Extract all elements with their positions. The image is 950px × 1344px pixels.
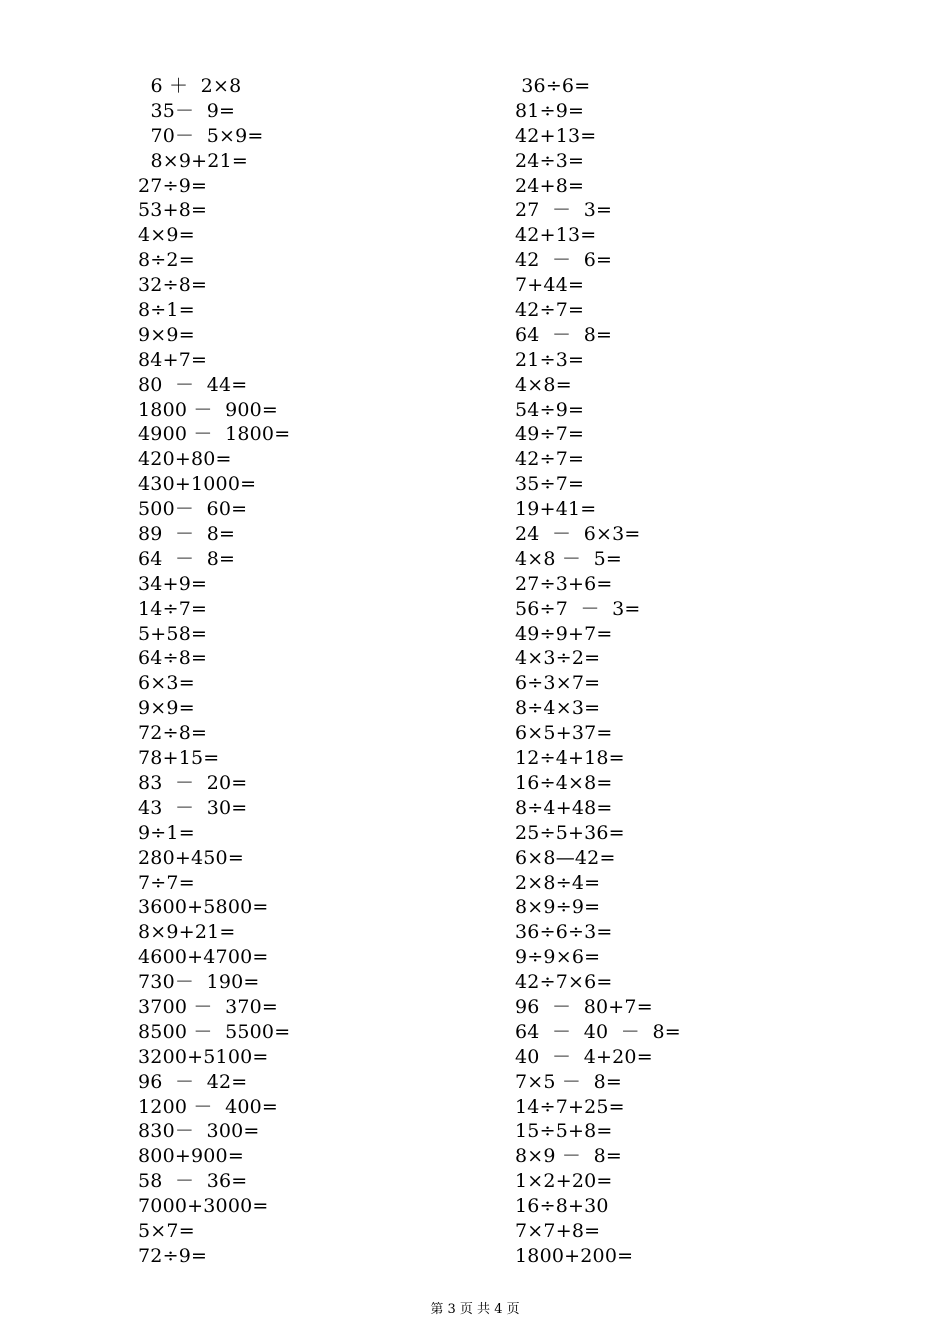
math-problem: 8÷1= [138, 299, 195, 322]
math-problem: 800+900= [138, 1145, 244, 1168]
math-problem: 19+41= [515, 498, 597, 521]
math-problem: 7+44= [515, 274, 585, 297]
math-problem: 280+450= [138, 846, 244, 869]
math-problem: 83 － 20= [138, 771, 248, 794]
left-problem-column [138, 74, 290, 1269]
math-problem: 6×8—42= [515, 846, 616, 869]
math-problem: 8×9÷9= [515, 896, 601, 919]
math-problem: 36÷6÷3= [515, 921, 613, 944]
math-problem: 6×5+37= [515, 722, 613, 745]
math-problem: 72÷9= [138, 1244, 208, 1267]
math-problem: 7000+3000= [138, 1195, 269, 1218]
math-problem: 81÷9= [515, 99, 585, 122]
math-problem: 8×9+21= [138, 149, 248, 172]
math-problem: 96 － 80+7= [515, 995, 653, 1018]
math-problem: 54÷9= [515, 398, 585, 421]
math-problem: 64÷8= [138, 647, 208, 670]
math-problem: 4600+4700= [138, 946, 269, 969]
math-problem: 1×2+20= [515, 1170, 613, 1193]
math-problem: 430+1000= [138, 473, 257, 496]
math-problem: 4×3÷2= [515, 647, 601, 670]
math-problem: 6÷3×7= [515, 672, 601, 695]
math-problem: 1800+200= [515, 1244, 634, 1267]
math-problem: 9÷9×6= [515, 946, 601, 969]
math-problem: 35－ 9= [138, 99, 236, 122]
math-problem: 14÷7= [138, 597, 208, 620]
page-footer: 第 3 页 共 4 页 [430, 1302, 520, 1317]
math-problem: 25÷5+36= [515, 821, 625, 844]
math-problem: 42+13= [515, 224, 597, 247]
math-problem: 3200+5100= [138, 1045, 269, 1068]
math-problem: 49÷9+7= [515, 622, 613, 645]
math-problem: 42÷7= [515, 448, 585, 471]
math-problem: 42+13= [515, 124, 597, 147]
math-problem: 80 － 44= [138, 373, 248, 396]
math-problem: 42÷7×6= [515, 971, 613, 994]
math-problem: 32÷8= [138, 274, 208, 297]
math-problem: 78+15= [138, 747, 220, 770]
math-problem: 1200 － 400= [138, 1095, 279, 1118]
math-problem: 56÷7 － 3= [515, 597, 641, 620]
math-problem: 500－ 60= [138, 498, 248, 521]
math-problem: 36÷6= [515, 75, 591, 97]
math-problem: 8÷4×3= [515, 697, 601, 720]
math-problem: 830－ 300= [138, 1120, 260, 1143]
math-problem: 53+8= [138, 199, 208, 222]
math-problem: 34+9= [138, 572, 208, 595]
math-problem: 3600+5800= [138, 896, 269, 919]
math-problem: 72÷8= [138, 722, 208, 745]
math-problem: 8×9+21= [138, 921, 236, 944]
math-problem: 8÷4+48= [515, 796, 613, 819]
math-problem: 730－ 190= [138, 971, 260, 994]
math-problem: 5+58= [138, 622, 208, 645]
math-problem: 24÷3= [515, 149, 585, 172]
math-problem: 42÷7= [515, 299, 585, 322]
math-problem: 4×8 － 5= [515, 547, 623, 570]
math-problem: 2×8÷4= [515, 871, 601, 894]
math-problem: 8×9 － 8= [515, 1145, 623, 1168]
math-problem: 70－ 5×9= [138, 124, 264, 147]
math-problem: 7×5 － 8= [515, 1070, 623, 1093]
math-problem: 21÷3= [515, 348, 585, 371]
math-problem: 42 － 6= [515, 249, 613, 272]
math-problem: 6 ＋ 2×8 [138, 75, 242, 97]
math-problem: 96 － 42= [138, 1070, 248, 1093]
math-problem: 84+7= [138, 348, 208, 371]
math-problem: 9×9= [138, 323, 195, 346]
math-problem: 9×9= [138, 697, 195, 720]
math-problem: 12÷4+18= [515, 747, 625, 770]
math-problem: 4900 － 1800= [138, 423, 291, 446]
math-problem: 16÷4×8= [515, 771, 613, 794]
math-problem: 9÷1= [138, 821, 195, 844]
math-problem: 64 － 8= [138, 547, 236, 570]
math-problem: 5×7= [138, 1219, 195, 1242]
math-problem: 24+8= [515, 174, 585, 197]
math-problem: 64 － 8= [515, 323, 613, 346]
math-problem: 43 － 30= [138, 796, 248, 819]
math-problem: 4×8= [515, 373, 572, 396]
math-problem: 1800 － 900= [138, 398, 279, 421]
math-problem: 14÷7+25= [515, 1095, 625, 1118]
math-problem: 49÷7= [515, 423, 585, 446]
math-problem: 15÷5+8= [515, 1120, 613, 1143]
math-problem: 35÷7= [515, 473, 585, 496]
math-problem: 7÷7= [138, 871, 195, 894]
math-problem: 420+80= [138, 448, 232, 471]
math-problem: 40 － 4+20= [515, 1045, 653, 1068]
math-problem: 6×3= [138, 672, 195, 695]
right-problem-column [515, 74, 681, 1269]
math-problem: 7×7+8= [515, 1219, 601, 1242]
math-problem: 16÷8+30 [515, 1195, 609, 1218]
math-problem: 3700 － 370= [138, 995, 279, 1018]
math-problem: 27÷3+6= [515, 572, 613, 595]
math-problem: 8500 － 5500= [138, 1020, 291, 1043]
math-problem: 27 － 3= [515, 199, 613, 222]
math-problem: 24 － 6×3= [515, 523, 641, 546]
math-problem: 4×9= [138, 224, 195, 247]
math-problem: 58 － 36= [138, 1170, 248, 1193]
math-problem: 27÷9= [138, 174, 208, 197]
math-problem: 64 － 40 － 8= [515, 1020, 681, 1043]
math-problem: 89 － 8= [138, 523, 236, 546]
math-problem: 8÷2= [138, 249, 195, 272]
